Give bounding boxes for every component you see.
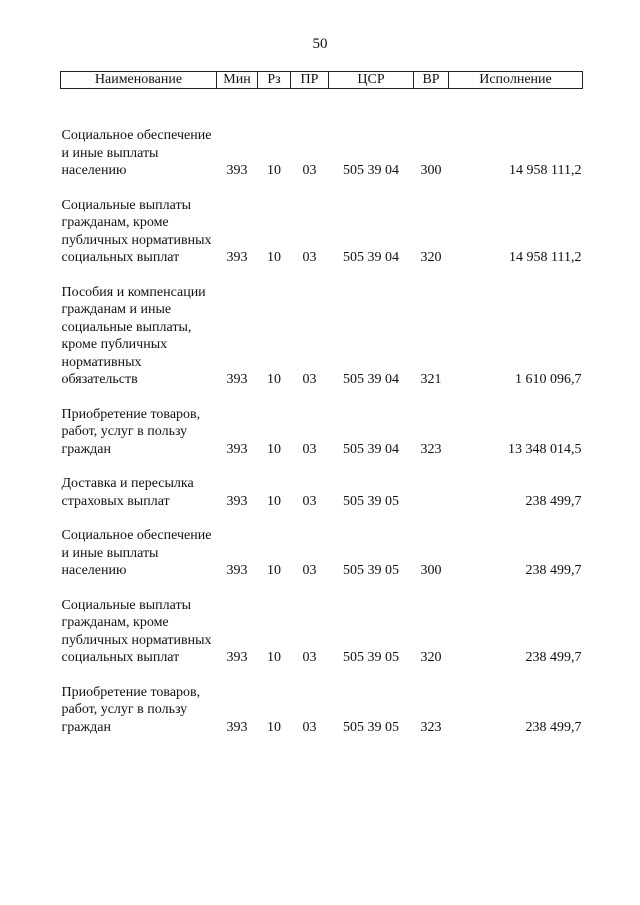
row-csr: 505 39 05	[343, 650, 399, 665]
row-name: Социальное обеспечение и иные выплаты населению	[61, 128, 212, 178]
header-pr: ПР	[291, 72, 329, 89]
row-vr: 321	[420, 372, 442, 387]
row-min: 393	[226, 719, 248, 735]
row-rz: 10	[267, 650, 281, 665]
table-row	[61, 267, 583, 389]
table-row	[61, 389, 583, 459]
row-csr: 505 39 04	[343, 441, 399, 457]
row-pr: 03	[302, 163, 317, 178]
table-row	[61, 458, 583, 510]
header-csr: ЦСР	[329, 72, 414, 89]
row-name: Приобретение товаров, работ, услуг в пользу граждан	[61, 406, 201, 457]
table-header	[61, 72, 583, 89]
row-min: 393	[226, 650, 248, 665]
row-min: 393	[226, 493, 248, 509]
row-vr: 320	[420, 250, 442, 265]
row-pr: 03	[302, 372, 317, 387]
row-min: 393	[226, 372, 248, 387]
table-row	[61, 667, 583, 737]
row-vr: 323	[420, 719, 442, 735]
row-rz: 10	[267, 493, 281, 509]
row-csr: 505 39 04	[343, 250, 399, 265]
row-execution: 14 958 111,2	[509, 163, 582, 178]
row-execution: 1 610 096,7	[515, 372, 582, 387]
row-csr: 505 39 05	[343, 493, 399, 509]
table-row	[61, 510, 583, 580]
header-min: Мин	[217, 72, 258, 89]
row-csr: 505 39 04	[343, 163, 399, 178]
table-row	[61, 580, 583, 667]
row-vr	[414, 458, 449, 510]
row-name: Социальные выплаты гражданам, кроме публичных нормативных социальных выплат	[61, 597, 212, 665]
row-execution: 238 499,7	[525, 493, 582, 509]
row-execution: 14 958 111,2	[509, 250, 582, 265]
row-csr: 505 39 05	[343, 563, 399, 578]
row-name: Социальное обеспечение и иные выплаты населению	[61, 528, 212, 578]
row-min: 393	[226, 250, 248, 265]
row-name: Пособия и компенсации гражданам и иные социальные выплаты, кроме публичных нормативных обязательств	[61, 284, 206, 387]
row-min: 393	[226, 441, 248, 457]
row-pr: 03	[302, 250, 317, 265]
row-pr: 03	[302, 650, 317, 665]
page-number: 50	[312, 36, 328, 52]
row-rz: 10	[267, 441, 281, 457]
row-name: Доставка и пересылка страховых выплат	[61, 476, 194, 509]
row-name: Социальные выплаты гражданам, кроме публичных нормативных социальных выплат	[61, 197, 212, 265]
table-row	[61, 180, 583, 267]
header-name: Наименование	[61, 72, 217, 89]
row-execution: 238 499,7	[525, 563, 582, 578]
row-min: 393	[226, 563, 248, 578]
row-vr: 300	[420, 163, 442, 178]
row-vr: 320	[420, 650, 442, 665]
row-csr: 505 39 05	[343, 719, 399, 735]
header-rz: Рз	[258, 72, 291, 89]
row-pr: 03	[302, 441, 317, 457]
row-name: Приобретение товаров, работ, услуг в пользу граждан	[61, 684, 201, 735]
row-vr: 323	[420, 441, 442, 457]
header-vr: ВР	[414, 72, 449, 89]
row-vr: 300	[420, 563, 442, 578]
row-rz: 10	[267, 563, 281, 578]
row-pr: 03	[302, 493, 317, 509]
row-csr: 505 39 04	[343, 372, 399, 387]
table-row	[61, 110, 583, 180]
header-execution: Исполнение	[449, 72, 583, 89]
row-rz: 10	[267, 250, 281, 265]
row-execution: 238 499,7	[525, 650, 582, 665]
budget-table	[60, 71, 583, 736]
row-pr: 03	[302, 719, 317, 735]
row-pr: 03	[302, 563, 317, 578]
row-min: 393	[226, 163, 248, 178]
row-rz: 10	[267, 372, 281, 387]
row-rz: 10	[267, 719, 281, 735]
row-execution: 238 499,7	[525, 719, 582, 735]
row-execution: 13 348 014,5	[508, 441, 582, 457]
row-rz: 10	[267, 163, 281, 178]
